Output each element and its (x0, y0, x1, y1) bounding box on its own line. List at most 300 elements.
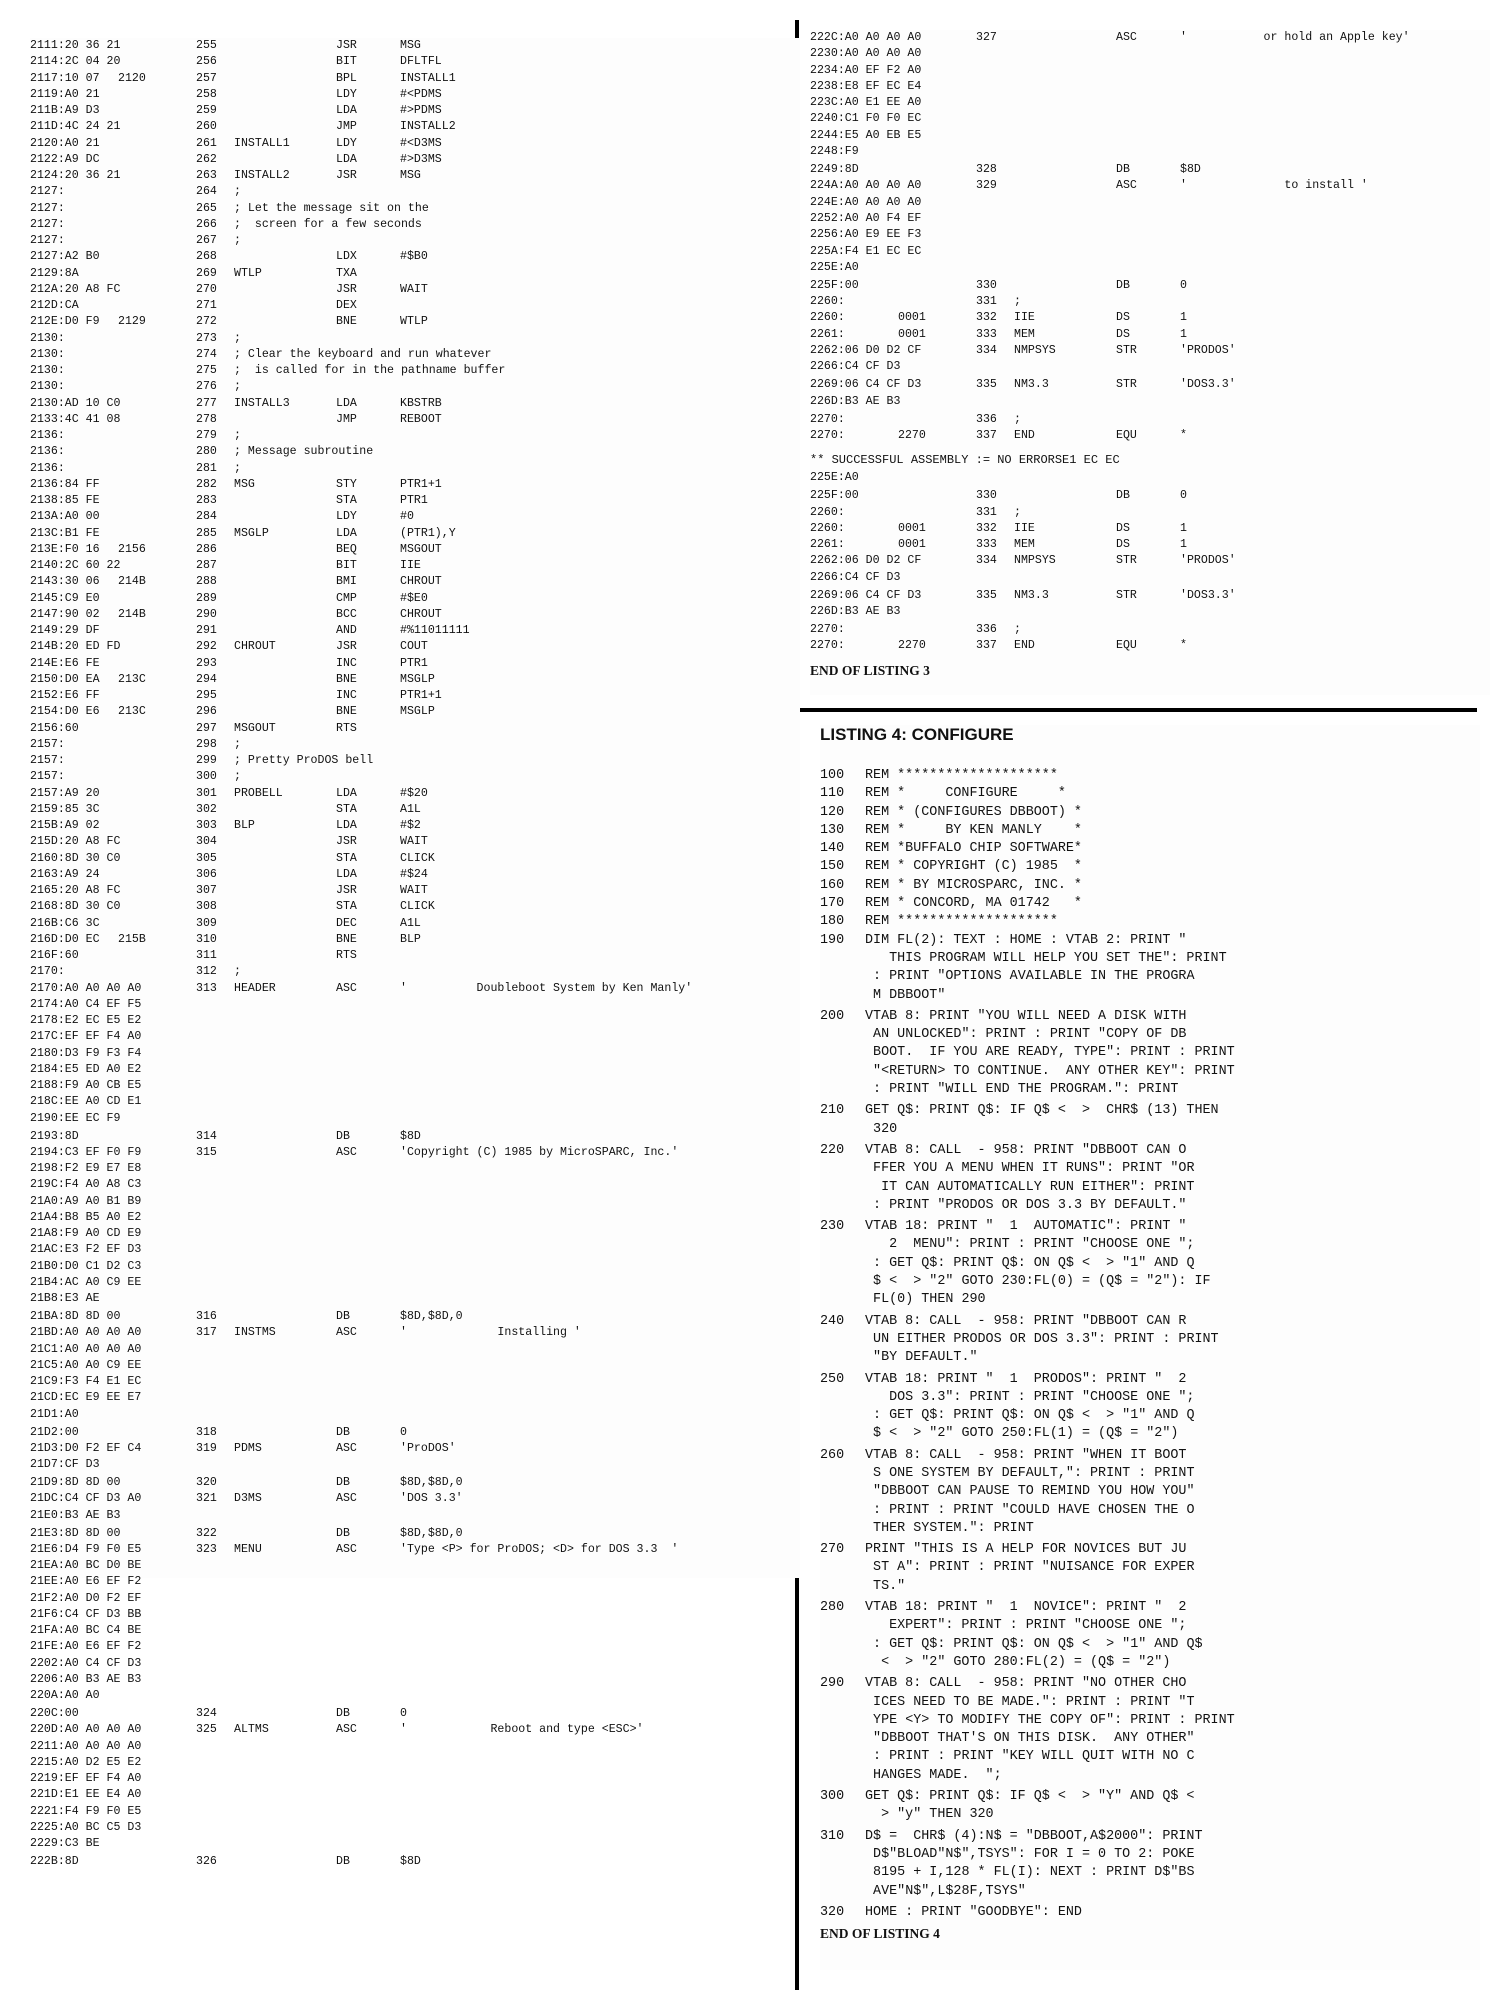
code-line (30, 282, 800, 298)
code-operand: CLICK (400, 851, 435, 865)
code-line-number: 301 (196, 786, 217, 800)
code-line (30, 1062, 800, 1078)
code-operand: ' Reboot and type <ESC>' (400, 1723, 644, 1737)
code-opcode: STA (336, 900, 357, 914)
code-opcode: DB (336, 1425, 350, 1439)
code-address: 212A:20 A8 FC (30, 282, 121, 296)
basic-statement: VTAB 18: PRINT " 1 PRODOS": PRINT " 2 DOS 3.3": PRINT : PRINT "CHOOSE ONE "; : GET Q$: PRINT Q$: ON Q$ < > "1" AND Q $ < > "2" GOTO 250:FL(1) = (Q$ = "2") (865, 1371, 1195, 1442)
code-address: 2130: (30, 364, 65, 377)
code-opcode: BNE (336, 932, 357, 946)
code-line-number: 336 (976, 412, 997, 426)
code-line-number: 333 (976, 327, 997, 341)
code-address: 215D:20 A8 FC (30, 835, 121, 849)
code-opcode: LDY (336, 136, 357, 150)
code-line-number: 335 (976, 588, 997, 602)
code-comment: ; (234, 234, 241, 247)
basic-statement: VTAB 8: PRINT "YOU WILL NEED A DISK WITH AN UNLOCKED": PRINT : PRINT "COPY OF DB BOOT. IF YOU ARE READY, TYPE": PRINT : PRINT "<RETURN> TO CONTINUE. ANY OTHER KEY": PRINT : PRINT "WILL END THE PROGRAM.": PRINT (865, 1008, 1235, 1098)
code-address: 2269:06 C4 CF D3 (810, 588, 922, 602)
code-line (810, 294, 1490, 310)
code-line (30, 1475, 800, 1491)
code-line-number: 265 (196, 201, 217, 215)
code-line-number: 327 (976, 31, 997, 44)
code-line-number: 261 (196, 136, 217, 150)
code-operand: REBOOT (400, 412, 442, 426)
code-line-number: 295 (196, 689, 217, 702)
code-operand: ' to install ' (1180, 179, 1368, 193)
code-operand: * (1180, 639, 1187, 653)
code-address: 21E0:B3 AE B3 (30, 1508, 121, 1522)
code-comment: ; (1014, 623, 1021, 637)
code-address: 21F6:C4 CF D3 BB (30, 1607, 142, 1621)
code-line (30, 672, 800, 688)
code-address: 21D9:8D 8D 00 (30, 1476, 121, 1489)
listing3-part2 (810, 30, 1490, 444)
code-line (30, 1457, 800, 1475)
code-address: 21FE:A0 E6 EF F2 (30, 1640, 142, 1654)
code-address: 2215:A0 D2 E5 E2 (30, 1755, 142, 1769)
code-address: 226D:B3 AE B3 (810, 605, 901, 619)
code-line-number: 317 (196, 1326, 217, 1340)
code-line-number: 293 (196, 656, 217, 670)
code-label: NM3.3 (1014, 588, 1049, 602)
code-address: 2111:20 36 21 (30, 39, 121, 52)
code-address: 2124:20 36 21 (30, 169, 121, 182)
code-opcode: LDY (336, 87, 357, 101)
basic-line-number: 210 (820, 1103, 845, 1119)
code-line-number: 325 (196, 1723, 217, 1737)
code-line (810, 211, 1490, 227)
basic-statement: VTAB 8: CALL - 958: PRINT "NO OTHER CHO ICES NEED TO BE MADE.": PRINT : PRINT "T YPE <Y> TO MODIFY THE COPY OF": PRINT : PRINT "DBBOOT THAT'S ON THIS DISK. ANY OTHER" : PRINT : PRINT "KEY WILL QUIT WITH NO C HANGES MADE. "; (865, 1676, 1235, 1783)
code-comment: ; (234, 461, 241, 475)
code-address: 2269:06 C4 CF D3 (810, 378, 922, 392)
code-line (810, 638, 1490, 654)
code-opcode: DS (1116, 538, 1130, 552)
code-line (30, 1358, 800, 1374)
code-line (30, 428, 800, 444)
code-line-number: 320 (196, 1476, 217, 1489)
code-opcode: BEQ (336, 542, 357, 556)
code-address: 2262:06 D0 D2 CF (810, 344, 922, 358)
code-line (30, 883, 800, 899)
code-operand: MSGLP (400, 672, 435, 686)
code-operand: (PTR1),Y (400, 526, 456, 540)
code-operand: $8D,$8D,0 (400, 1476, 463, 1489)
code-opcode: ASC (336, 1723, 357, 1737)
code-line (810, 278, 1490, 294)
code-address: 2120:A0 21 (30, 136, 100, 150)
code-address: 21B4:AC A0 C9 EE (30, 1275, 142, 1289)
code-line-number: 337 (976, 428, 997, 442)
code-operand: DFLTFL (400, 55, 442, 69)
code-operand: CLICK (400, 900, 435, 914)
code-address: 211B:A9 D3 (30, 104, 100, 117)
code-operand: KBSTRB (400, 396, 442, 410)
code-line-number: 276 (196, 380, 217, 394)
code-line (30, 1226, 800, 1242)
code-line-number: 269 (196, 266, 217, 280)
code-address: 21B8:E3 AE (30, 1292, 100, 1305)
code-line-number: 299 (196, 754, 217, 767)
basic-line-number: 230 (820, 1219, 845, 1235)
code-comment: ; (234, 770, 241, 784)
code-line (30, 997, 800, 1013)
code-address: 220C:00 (30, 1707, 79, 1720)
code-operand: 'PRODOS' (1180, 344, 1236, 358)
code-line (810, 260, 1490, 278)
code-address: 213A:A0 00 (30, 510, 100, 524)
code-line (30, 542, 800, 558)
code-line (30, 1607, 800, 1623)
code-address: 2262:06 D0 D2 CF (810, 554, 922, 568)
code-address: 21E6:D4 F9 F0 E5 (30, 1542, 142, 1556)
code-comment: ; (234, 331, 241, 345)
code-line (30, 493, 800, 509)
code-line-number: 333 (976, 538, 997, 552)
code-address: 2260: (810, 311, 845, 325)
code-opcode: STR (1116, 344, 1137, 358)
code-address: 2127: (30, 185, 65, 199)
code-line-number: 310 (196, 932, 217, 946)
code-line (30, 412, 800, 428)
code-comment: ; Pretty ProDOS bell (234, 754, 374, 767)
code-operand: #>D3MS (400, 152, 442, 166)
code-line (810, 144, 1490, 162)
code-line (810, 604, 1490, 622)
code-opcode: EQU (1116, 428, 1137, 442)
code-line-number: 335 (976, 378, 997, 392)
code-line (30, 899, 800, 915)
code-address: 225E:A0 (810, 260, 859, 274)
code-address: 2136: (30, 429, 65, 442)
code-operand: * (1180, 428, 1187, 442)
code-opcode: RTS (336, 949, 357, 962)
code-opcode: DS (1116, 521, 1130, 535)
code-opcode: JSR (336, 39, 357, 52)
code-line (30, 1739, 800, 1755)
code-comment: ; Clear the keyboard and run whatever (234, 347, 492, 361)
code-line (810, 79, 1490, 95)
code-line-number: 322 (196, 1526, 217, 1540)
code-line (810, 343, 1490, 359)
code-line (30, 314, 800, 330)
code-opcode: ASC (1116, 31, 1137, 44)
code-line (30, 916, 800, 932)
code-address: 2219:EF EF F4 A0 (30, 1772, 142, 1785)
code-line (30, 1639, 800, 1655)
code-line (810, 46, 1490, 62)
code-line (30, 1820, 800, 1836)
code-line (30, 1574, 800, 1590)
code-address: 2168:8D 30 C0 (30, 900, 121, 914)
basic-line (820, 767, 1480, 785)
code-line-number: 259 (196, 104, 217, 117)
code-opcode: JMP (336, 412, 357, 426)
code-operand: 'DOS 3.3' (400, 1492, 463, 1506)
code-line-number: 286 (196, 542, 217, 556)
listing3-column-left (30, 38, 800, 1868)
code-address: 2157: (30, 770, 65, 784)
basic-line-number: 180 (820, 914, 845, 930)
code-label: ALTMS (234, 1723, 269, 1737)
code-operand: MSGOUT (400, 542, 442, 556)
code-line-number: 287 (196, 559, 217, 572)
code-opcode: RTS (336, 721, 357, 735)
code-line-number: 255 (196, 39, 217, 52)
code-target: 0001 (898, 538, 926, 552)
code-line-number: 302 (196, 802, 217, 816)
basic-statement: REM * BY MICROSPARC, INC. * (865, 877, 1082, 893)
code-address: 2157: (30, 737, 65, 751)
code-label: PROBELL (234, 786, 283, 800)
code-address: 225E:A0 (810, 471, 859, 485)
code-address: 21A8:F9 A0 CD E9 (30, 1227, 142, 1240)
code-operand: INSTALL1 (400, 71, 456, 85)
code-target: 213C (118, 705, 146, 719)
code-line (30, 1161, 800, 1177)
code-label: MENU (234, 1542, 262, 1556)
basic-line (820, 822, 1480, 840)
code-address: 2234:A0 EF F2 A0 (810, 63, 922, 77)
code-comment: ; screen for a few seconds (234, 217, 422, 231)
code-line (30, 802, 800, 818)
code-line (30, 331, 800, 347)
basic-line (820, 1008, 1480, 1099)
code-line-number: 282 (196, 477, 217, 491)
code-line (30, 1390, 800, 1406)
code-line-number: 330 (976, 489, 997, 503)
code-line (810, 95, 1490, 111)
code-operand: COUT (400, 640, 428, 654)
code-line-number: 329 (976, 179, 997, 193)
code-line (810, 244, 1490, 260)
code-line (810, 570, 1490, 588)
code-line (30, 1623, 800, 1639)
code-target: 2129 (118, 315, 146, 329)
code-operand: 'PRODOS' (1180, 554, 1236, 568)
code-line (30, 509, 800, 525)
code-operand: PTR1+1 (400, 477, 442, 491)
code-address: 2252:A0 A0 F4 EF (810, 211, 922, 225)
code-opcode: BNE (336, 315, 357, 329)
basic-line-number: 200 (820, 1008, 845, 1024)
code-opcode: BMI (336, 575, 357, 589)
code-address: 211D:4C 24 21 (30, 120, 121, 134)
code-label: INSTALL1 (234, 136, 290, 150)
code-opcode: TXA (336, 266, 357, 280)
code-operand: 1 (1180, 538, 1187, 552)
code-address: 2270: (810, 639, 845, 653)
code-line (30, 948, 800, 964)
code-label: END (1014, 639, 1035, 653)
basic-line (820, 1675, 1480, 1785)
code-line (810, 195, 1490, 211)
code-line (30, 1111, 800, 1129)
code-line-number: 334 (976, 344, 997, 358)
code-target: 215B (118, 932, 146, 946)
end-of-listing-4: END OF LISTING 4 (820, 1926, 940, 1942)
code-line-number: 258 (196, 87, 217, 101)
code-address: 2149:29 DF (30, 624, 100, 637)
code-line (30, 54, 800, 70)
code-line (30, 1145, 800, 1161)
code-operand: 1 (1180, 327, 1187, 341)
code-line (810, 521, 1490, 537)
code-address: 225F:00 (810, 278, 859, 292)
code-line-number: 297 (196, 721, 217, 735)
code-opcode: DB (336, 1310, 350, 1323)
code-line (30, 981, 800, 997)
code-address: 21D3:D0 F2 EF C4 (30, 1441, 142, 1455)
code-line (810, 588, 1490, 604)
code-line (810, 470, 1490, 488)
code-opcode: ASC (336, 1542, 357, 1556)
code-line-number: 324 (196, 1707, 217, 1720)
code-line (30, 1259, 800, 1275)
code-line (30, 266, 800, 282)
code-comment: ; (234, 380, 241, 394)
code-line-number: 273 (196, 331, 217, 345)
code-operand: #%11011111 (400, 624, 470, 637)
code-line (30, 688, 800, 704)
code-operand: $8D (400, 1855, 421, 1868)
code-address: 2130:AD 10 C0 (30, 396, 121, 410)
code-operand: WAIT (400, 282, 428, 296)
code-opcode: DB (336, 1855, 350, 1868)
code-line-number: 316 (196, 1310, 217, 1323)
code-label: CHROUT (234, 640, 276, 654)
code-comment: ; (234, 737, 241, 751)
basic-statement: REM ******************** (865, 914, 1058, 930)
code-address: 21BD:A0 A0 A0 A0 (30, 1326, 142, 1340)
code-comment: ; (234, 185, 241, 199)
code-line-number: 264 (196, 185, 217, 199)
code-target: 2156 (118, 542, 146, 556)
code-line (30, 298, 800, 314)
code-opcode: BPL (336, 71, 357, 85)
code-address: 222B:8D (30, 1855, 79, 1868)
code-line-number: 306 (196, 867, 217, 881)
code-address: 2238:E8 EF EC E4 (810, 79, 922, 93)
code-target: 2270 (898, 428, 926, 442)
code-target: 0001 (898, 311, 926, 325)
code-target: 214B (118, 607, 146, 621)
code-address: 2138:85 FE (30, 494, 100, 507)
code-line (810, 162, 1490, 178)
code-line (30, 1672, 800, 1688)
code-address: 2270: (810, 412, 845, 426)
code-opcode: EQU (1116, 639, 1137, 653)
code-operand: 0 (1180, 489, 1187, 503)
code-address: 21AC:E3 F2 EF D3 (30, 1243, 142, 1257)
basic-line-number: 150 (820, 859, 845, 875)
code-line (810, 30, 1490, 46)
code-line-number: 332 (976, 311, 997, 325)
code-address: 2122:A9 DC (30, 152, 100, 166)
code-line (30, 1656, 800, 1672)
code-line-number: 268 (196, 250, 217, 264)
basic-line (820, 1599, 1480, 1672)
code-address: 2145:C9 E0 (30, 591, 100, 605)
code-operand: MSG (400, 169, 421, 182)
code-line (30, 574, 800, 590)
basic-statement: VTAB 8: CALL - 958: PRINT "DBBOOT CAN O FFER YOU A MENU WHEN IT RUNS": PRINT "OR IT CAN AUTOMATICALLY RUN EITHER": PRINT : PRINT "PRODOS OR DOS 3.3 BY DEFAULT." (865, 1142, 1195, 1213)
code-line-number: 337 (976, 639, 997, 653)
code-address: 2136: (30, 445, 65, 459)
code-address: 217C:EF EF F4 A0 (30, 1030, 142, 1044)
code-operand: 'ProDOS' (400, 1441, 456, 1455)
basic-line (820, 840, 1480, 858)
code-line (30, 1094, 800, 1110)
code-line-number: 288 (196, 575, 217, 589)
basic-line (820, 1102, 1480, 1139)
code-opcode: AND (336, 624, 357, 637)
code-line (30, 1491, 800, 1507)
code-opcode: LDA (336, 104, 357, 117)
code-address: 2230:A0 A0 A0 A0 (810, 47, 922, 61)
code-opcode: STR (1116, 378, 1137, 392)
basic-line (820, 1218, 1480, 1309)
code-line (30, 1425, 800, 1441)
code-address: 2240:C1 F0 F0 EC (810, 112, 922, 126)
code-opcode: CMP (336, 591, 357, 605)
code-label: HEADER (234, 981, 276, 995)
code-line-number: 330 (976, 278, 997, 292)
code-target: 2120 (118, 71, 146, 85)
code-address: 2136: (30, 461, 65, 475)
basic-line (820, 913, 1480, 931)
code-line-number: 328 (976, 163, 997, 177)
code-operand: #$20 (400, 786, 428, 800)
code-line-number: 274 (196, 347, 217, 361)
code-address: 2130: (30, 347, 65, 361)
code-address: 215B:A9 02 (30, 819, 100, 832)
code-line-number: 260 (196, 120, 217, 134)
code-line-number: 267 (196, 234, 217, 247)
code-address: 2261: (810, 327, 845, 341)
basic-statement: REM * CONCORD, MA 01742 * (865, 896, 1082, 912)
code-line-number: 292 (196, 640, 217, 654)
code-opcode: DEX (336, 299, 357, 312)
code-line (810, 412, 1490, 428)
code-label: NM3.3 (1014, 378, 1049, 392)
code-line-number: 279 (196, 429, 217, 442)
code-line (30, 656, 800, 672)
code-operand: #$B0 (400, 250, 428, 264)
basic-statement: GET Q$: PRINT Q$: IF Q$ < > "Y" AND Q$ < > "y" THEN 320 (865, 1789, 1195, 1823)
code-line-number: 271 (196, 299, 217, 312)
basic-line-number: 260 (820, 1447, 845, 1463)
code-opcode: STA (336, 802, 357, 816)
code-line (30, 639, 800, 655)
basic-line-number: 270 (820, 1542, 845, 1558)
code-target: 0001 (898, 327, 926, 341)
code-line (30, 396, 800, 412)
code-operand: MSGLP (400, 705, 435, 719)
code-line (30, 1558, 800, 1574)
code-address: 2152:E6 FF (30, 689, 100, 702)
code-opcode: DB (1116, 278, 1130, 292)
code-operand: ' Installing ' (400, 1326, 581, 1340)
code-address: 21D1:A0 (30, 1407, 79, 1421)
code-opcode: ASC (336, 1326, 357, 1340)
code-line (30, 1194, 800, 1210)
code-opcode: JMP (336, 120, 357, 134)
code-opcode: STA (336, 851, 357, 865)
basic-statement: REM ******************** (865, 768, 1058, 783)
code-address: 21EE:A0 E6 EF F2 (30, 1575, 142, 1589)
code-label: BLP (234, 819, 255, 832)
code-address: 212E:D0 F9 (30, 315, 100, 329)
